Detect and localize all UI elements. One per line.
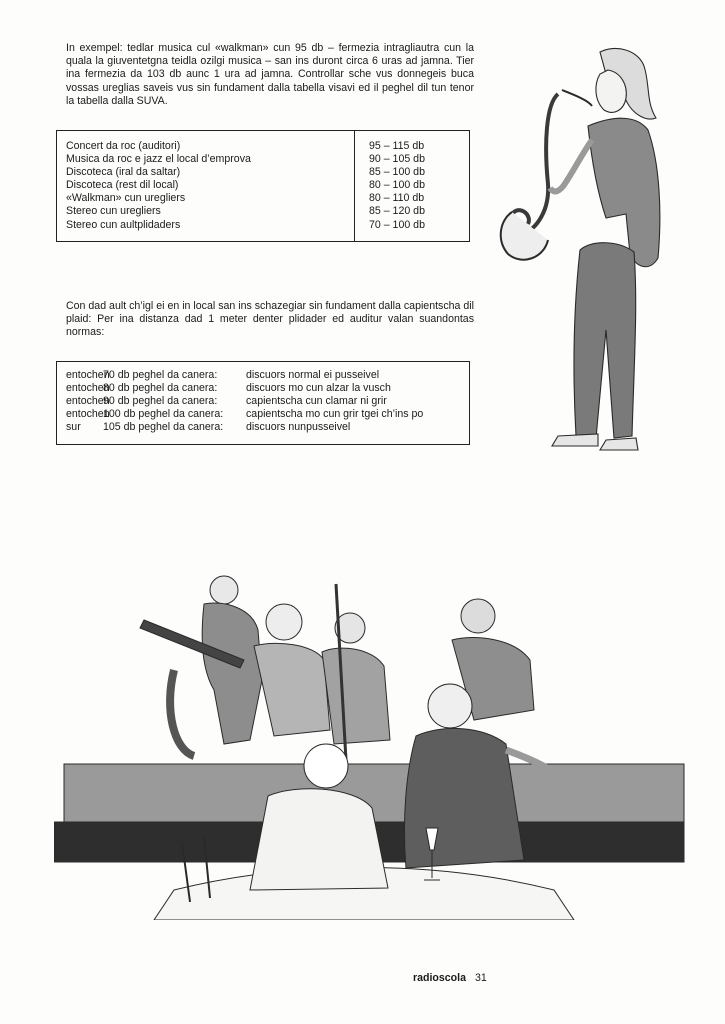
saxophonist-illustration (488, 44, 668, 464)
norm-prefix: entochen (66, 408, 110, 421)
norm-prefix: entochen (66, 382, 110, 395)
table-row-range: 70 – 100 db (369, 218, 425, 231)
intro-paragraph: In exempel: tedlar musica cul «walkman» cun 95 db – fermezia intragliautra cun la quala la giuventetgna teidla ozilgi musica – san ins duront circa 6 uras ad jamna. Tier ina fermezia da 103 db aunc 1 ura ad jamna. Controllar sche vus donnegeis buca vossas ureglias saveis vus sin fundament dalla tabella visavi ed il peghel dil tun tenor la tabella dalla SUVA. (66, 42, 474, 107)
shoe-right (600, 438, 638, 450)
table-row-place: «Walkman» cun uregliers (66, 192, 186, 205)
sound-levels-table (56, 130, 470, 242)
norm-level: 70 db peghel da canera: (103, 369, 218, 381)
norm-level: 105 db peghel da canera: (103, 421, 224, 434)
table-row-place: Concert da roc (auditori) (66, 140, 181, 152)
stage-wall (64, 764, 684, 824)
page-footer (413, 972, 487, 984)
norm-effect: capientscha mo cun grir tgei ch’ins po (246, 408, 424, 421)
table-row-place: Stereo cun aultplidaders (66, 218, 181, 231)
table-row-range: 80 – 110 db (369, 192, 425, 205)
shoe-left (552, 434, 598, 446)
table-row-range: 95 – 115 db (369, 140, 425, 152)
saxophone-neck (562, 90, 592, 106)
table-row-place: Discoteca (iral da saltar) (66, 166, 181, 179)
arm-shape (550, 140, 592, 191)
table-row (66, 382, 466, 395)
speech-paragraph: Con dad ault ch’igl ei en in local san ins schazegiar sin fundament dalla capientscha dil plaid: Per ina distanza dad 1 meter denter plidader ed auditur valan suandontas normas: (66, 300, 474, 339)
table-row-place: Discoteca (rest dil local) (66, 179, 179, 192)
table-row (66, 408, 466, 421)
table-row-range: 85 – 120 db (369, 205, 425, 218)
norm-effect: capientscha cun clamar ni grir (246, 395, 387, 408)
places-column (66, 140, 251, 232)
ranges-column (369, 140, 425, 232)
norm-prefix: entochen (66, 395, 110, 408)
norm-level: 100 db peghel da canera: (103, 408, 224, 421)
singer-figure (254, 604, 330, 736)
norm-prefix: entochen (66, 369, 110, 381)
table-divider (354, 131, 355, 241)
publication-name: radioscola (413, 972, 466, 984)
norm-effect: discuors normal ei pusseivel (246, 369, 380, 381)
norm-effect: discuors nunpusseivel (246, 421, 351, 434)
trousers-shape (574, 243, 636, 438)
table-row (66, 421, 466, 434)
table-row (66, 395, 466, 408)
norm-effect: discuors mo cun alzar la vusch (246, 382, 391, 395)
norm-level: 90 db peghel da canera: (103, 395, 218, 408)
table-row-range: 85 – 100 db (369, 166, 425, 179)
table-row-range: 90 – 105 db (369, 153, 425, 166)
guitarist-figure (140, 576, 262, 756)
table-row-place: Stereo cun uregliers (66, 205, 161, 218)
speech-norms-table (56, 361, 470, 445)
saxophone-body (509, 94, 558, 234)
band-scene-illustration (54, 560, 694, 920)
norm-prefix: sur (66, 421, 81, 434)
page-number: 31 (474, 972, 487, 984)
table-row-place: Musica da roc e jazz el local d’emprova (66, 153, 251, 166)
norm-level: 80 db peghel da canera: (103, 382, 218, 395)
table-row-range: 80 – 100 db (369, 179, 425, 192)
table-row (66, 369, 466, 382)
bassist-figure (322, 584, 390, 760)
